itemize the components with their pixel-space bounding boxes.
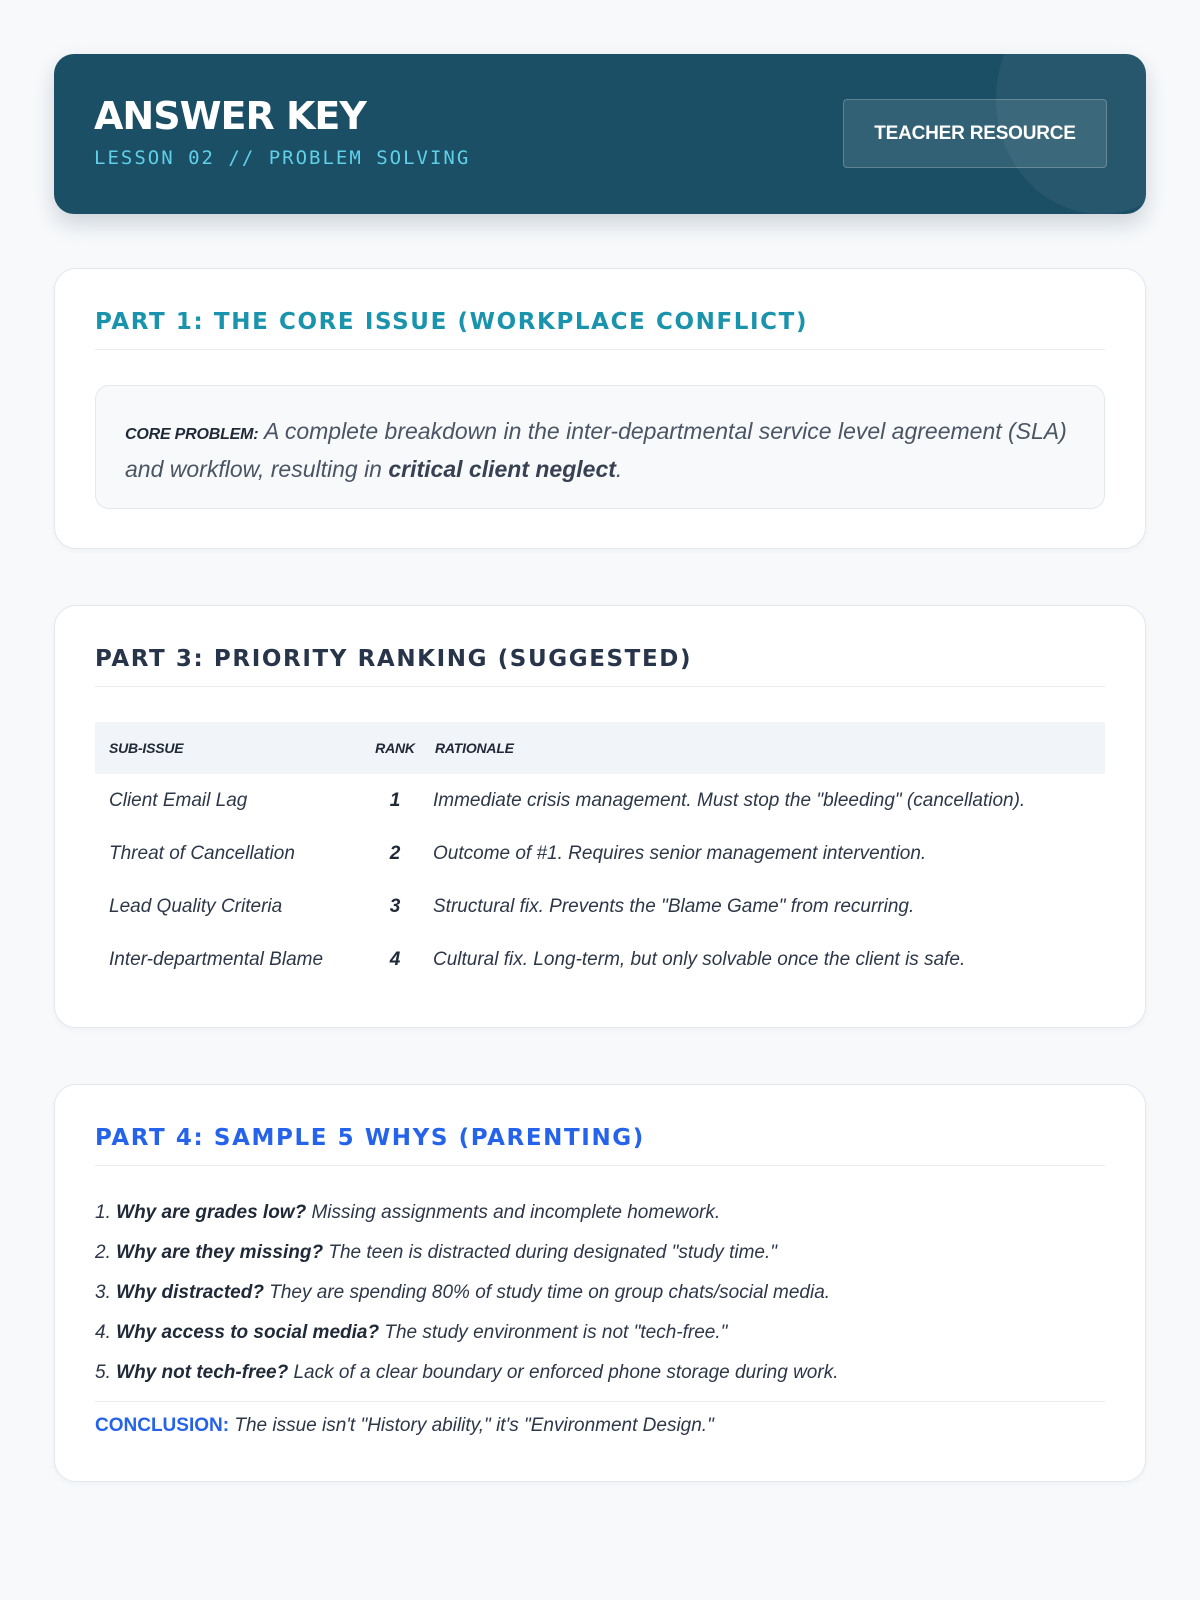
- part1-card: [54, 268, 1146, 549]
- why-number: 1.: [95, 1202, 111, 1223]
- core-problem-end: .: [615, 456, 623, 482]
- column-header-sub-issue: SUB-ISSUE: [109, 740, 184, 756]
- why-answer: The study environment is not "tech-free.": [384, 1322, 728, 1343]
- list-item: [95, 1273, 1105, 1313]
- table-header-row: [95, 722, 1105, 774]
- part4-title: PART 4: SAMPLE 5 WHYS (PARENTING): [95, 1125, 1105, 1166]
- sub-issue-cell: Lead Quality Criteria: [109, 895, 283, 917]
- why-question: Why not tech-free?: [116, 1362, 289, 1383]
- why-answer: Lack of a clear boundary or enforced phone storage during work.: [293, 1362, 839, 1383]
- rank-cell: 1: [389, 789, 401, 811]
- sub-issue-cell: Threat of Cancellation: [109, 842, 295, 864]
- conclusion: [95, 1401, 1105, 1437]
- core-problem-emphasis: critical client neglect: [388, 456, 616, 482]
- conclusion-text: The issue isn't "History ability," it's "Environment Design.": [234, 1415, 714, 1436]
- rank-cell: 2: [389, 842, 401, 864]
- part4-card: [54, 1084, 1146, 1482]
- rank-cell: 3: [389, 895, 401, 917]
- header-banner: [54, 54, 1146, 214]
- rationale-cell: Outcome of #1. Requires senior management intervention.: [433, 842, 927, 864]
- core-problem-label: CORE PROBLEM:: [125, 426, 259, 443]
- why-number: 5.: [95, 1362, 111, 1383]
- rationale-cell: Cultural fix. Long-term, but only solvable once the client is safe.: [433, 948, 966, 970]
- part3-card: [54, 605, 1146, 1028]
- list-item: [95, 1353, 1105, 1393]
- why-number: 2.: [95, 1242, 111, 1263]
- priority-ranking-table: [95, 722, 1105, 986]
- list-item: [95, 1233, 1105, 1273]
- sub-issue-cell: Inter-departmental Blame: [109, 948, 324, 970]
- page-subtitle: LESSON 02 // PROBLEM SOLVING: [94, 147, 471, 169]
- why-number: 3.: [95, 1282, 111, 1303]
- list-item: [95, 1313, 1105, 1353]
- core-problem-box: [95, 385, 1105, 509]
- why-number: 4.: [95, 1322, 111, 1343]
- why-question: Why access to social media?: [116, 1322, 380, 1343]
- teacher-resource-badge: TEACHER RESOURCE: [843, 99, 1107, 168]
- table-row: [95, 933, 1105, 986]
- why-answer: The teen is distracted during designated "study time.": [328, 1242, 777, 1263]
- part3-title: PART 3: PRIORITY RANKING (SUGGESTED): [95, 646, 1105, 687]
- rationale-cell: Structural fix. Prevents the "Blame Game" from recurring.: [433, 895, 915, 917]
- sub-issue-cell: Client Email Lag: [109, 789, 248, 811]
- why-answer: Missing assignments and incomplete homework.: [311, 1202, 721, 1223]
- why-question: Why are they missing?: [116, 1242, 324, 1263]
- why-question: Why distracted?: [116, 1282, 264, 1303]
- list-item: [95, 1193, 1105, 1233]
- why-answer: They are spending 80% of study time on group chats/social media.: [269, 1282, 831, 1303]
- column-header-rationale: RATIONALE: [435, 740, 514, 756]
- table-row: [95, 774, 1105, 827]
- part1-title: PART 1: THE CORE ISSUE (WORKPLACE CONFLICT): [95, 309, 1105, 350]
- table-row: [95, 827, 1105, 880]
- rank-cell: 4: [389, 948, 401, 970]
- core-problem-text: A complete breakdown in the inter-departmental service level agreement (SLA) and workflow, resulting in: [125, 418, 1067, 482]
- rationale-cell: Immediate crisis management. Must stop the "bleeding" (cancellation).: [433, 789, 1026, 811]
- conclusion-label: CONCLUSION:: [95, 1415, 230, 1436]
- five-whys-list: [95, 1193, 1105, 1393]
- table-row: [95, 880, 1105, 933]
- column-header-rank: RANK: [375, 740, 415, 756]
- why-question: Why are grades low?: [116, 1202, 307, 1223]
- page-title: ANSWER KEY: [94, 94, 366, 138]
